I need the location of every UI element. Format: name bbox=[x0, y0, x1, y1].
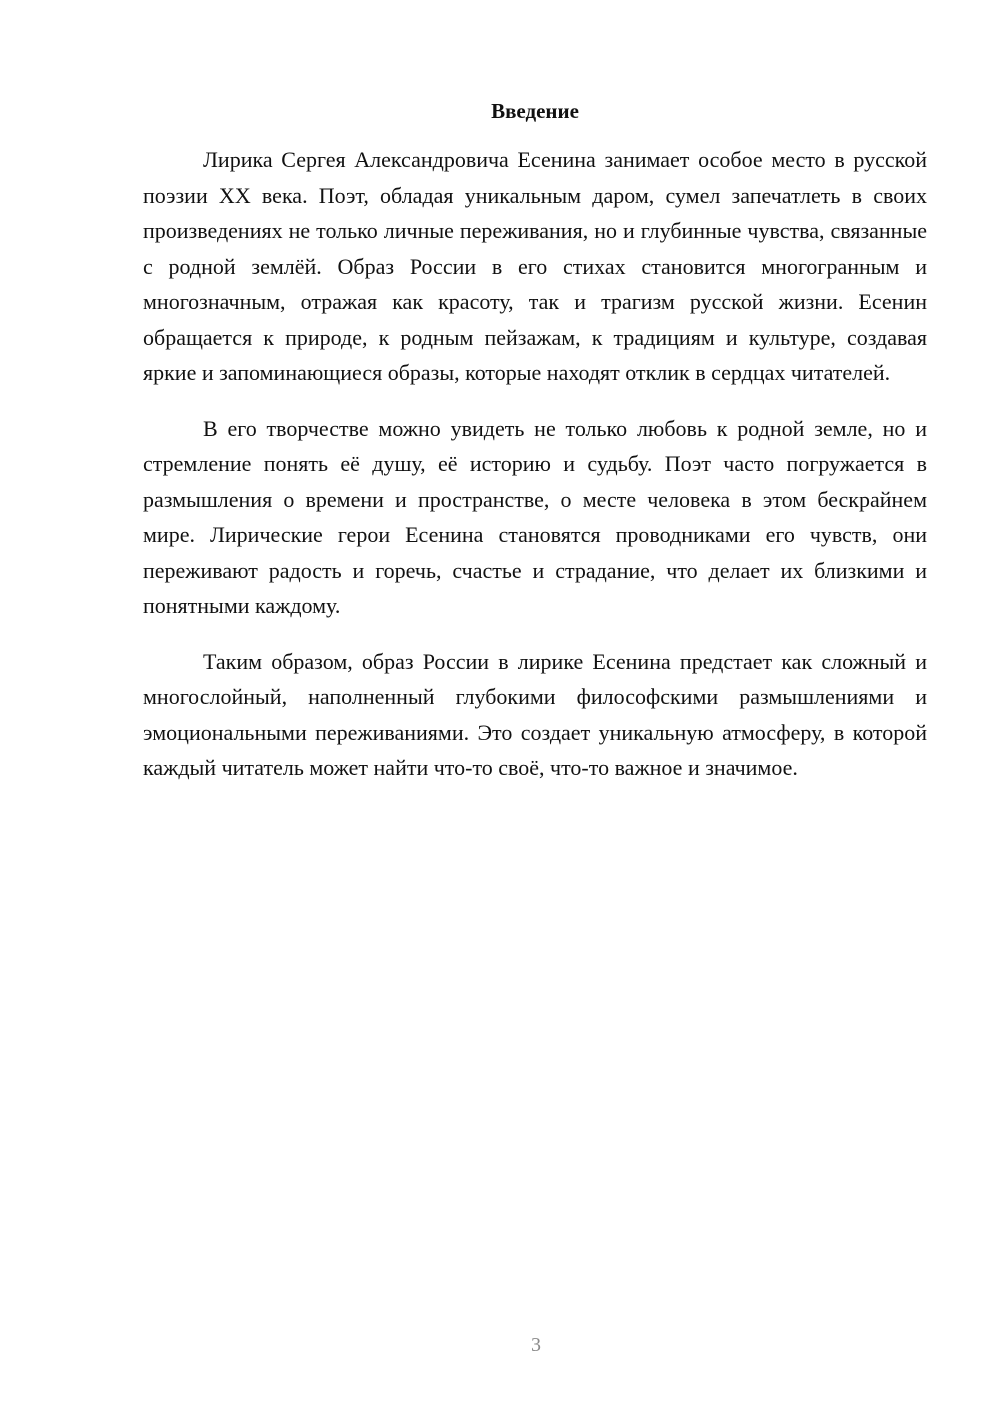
page-number: 3 bbox=[531, 1334, 541, 1356]
paragraph-2: В его творчестве можно увидеть не только любовь к родной земле, но и стремление понять её душу, её историю и судьбу. Поэт часто погружается в размышления о времени и пространстве, о месте человека в этом бескрайнем мире. Лирические герои Есенина становятся проводниками его чувств, они переживают радость и горечь, счастье и страдание, что делает их близкими и понятными каждому. bbox=[143, 415, 927, 618]
body-text bbox=[143, 142, 927, 806]
section-heading: Введение bbox=[491, 99, 579, 123]
paragraph-1: Лирика Сергея Александровича Есенина занимает особое место в русской поэзии XX века. Поэт, обладая уникальным даром, сумел запечатлеть в своих произведениях не только личные переживания, но и глубинные чувства, связанные с родной землёй. Образ России в его стихах становится многогранным и многозначным, отражая как красоту, так и трагизм русской жизни. Есенин обращается к природе, к родным пейзажам, к традициям и культуре, создавая яркие и запоминающиеся образы, которые находят отклик в сердцах читателей. bbox=[143, 147, 927, 385]
paragraph-3: Таким образом, образ России в лирике Есенина предстает как сложный и многослойный, наполненный глубокими философскими размышлениями и эмоциональными переживаниями. Это создает уникальную атмосферу, в которой каждый читатель может найти что-то своё, что-то важное и значимое. bbox=[143, 648, 927, 780]
